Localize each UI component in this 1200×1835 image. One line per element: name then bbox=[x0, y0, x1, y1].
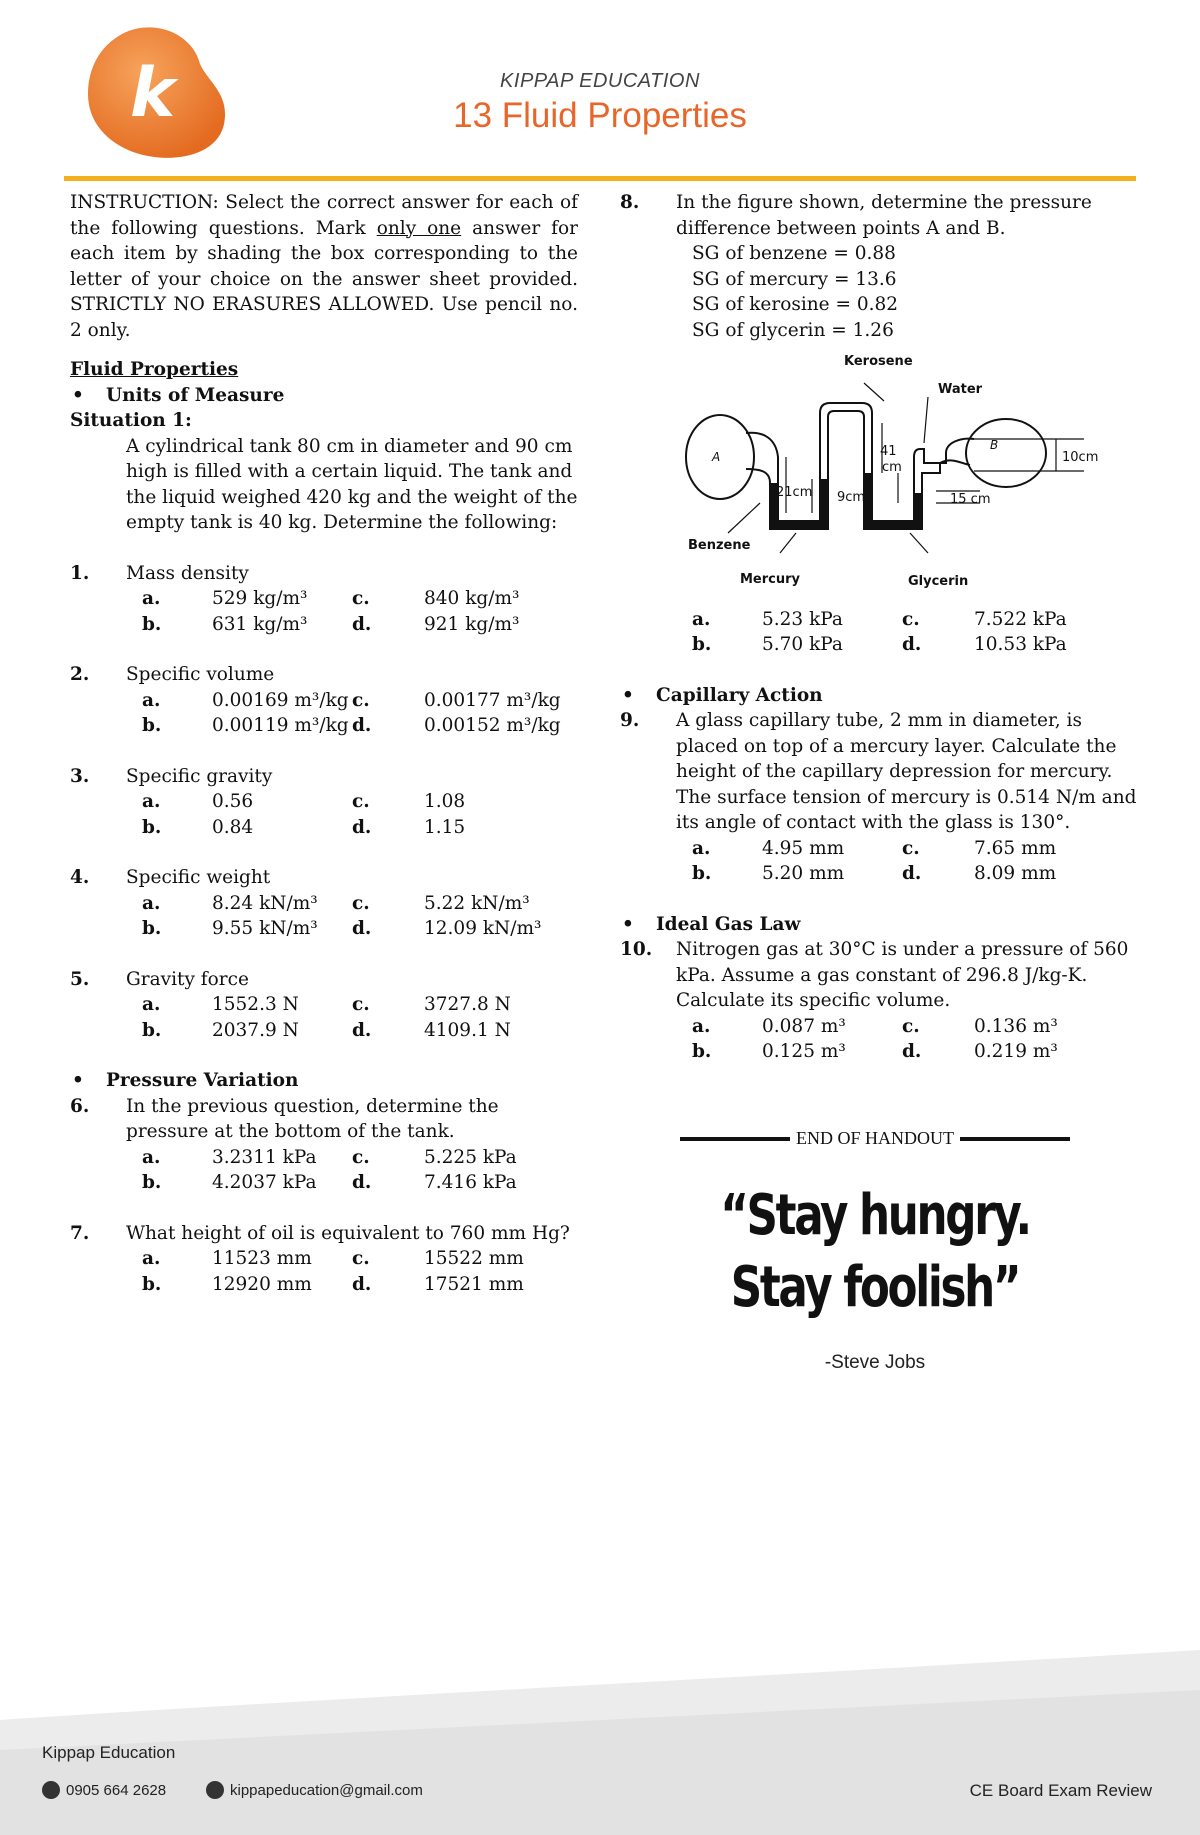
svg-text:A: A bbox=[712, 450, 721, 464]
footer-wave bbox=[0, 1650, 1200, 1835]
question-9: 9. A glass capillary tube, 2 mm in diameter, is placed on top of a mercury layer. Calculate the height of the capillary depression for mercury. The surface tension of mercury is 0.514 N/m and its angle of contact with the glass is 130°. bbox=[620, 710, 1137, 833]
footer-phone: 0905 664 2628 bbox=[42, 1781, 166, 1799]
svg-text:41: 41 bbox=[880, 444, 897, 459]
question-7: 7. What height of oil is equivalent to 760 mm Hg? bbox=[70, 1222, 570, 1244]
specific-gravity-list bbox=[620, 241, 1140, 343]
quote: “Stay hungry. Stay foolish” bbox=[720, 1183, 1030, 1320]
question-1-options: a. 529 kg/m³ c. 840 kg/m³ b. 631 kg/m³ d. 921 kg/m³ bbox=[142, 588, 520, 635]
svg-text:Kerosene: Kerosene bbox=[844, 354, 913, 369]
left-column bbox=[70, 190, 578, 1297]
footer-review: CE Board Exam Review bbox=[969, 1781, 1152, 1800]
question-5: 5. Gravity force bbox=[70, 968, 249, 990]
question-10: 10. Nitrogen gas at 30°C is under a pressure of 560 kPa. Assume a gas constant of 296.8 J/kg-K. Calculate its specific volume. bbox=[620, 939, 1129, 1011]
sg-benzene: SG of benzene = 0.88 bbox=[692, 243, 896, 264]
svg-text:9cm: 9cm bbox=[837, 490, 866, 505]
question-3-options: a. 0.56 c. 1.08 b. 0.84 d. 1.15 bbox=[142, 791, 466, 838]
question-9-options: a. 4.95 mm c. 7.65 mm b. 5.20 mm d. 8.09 mm bbox=[692, 837, 1057, 884]
svg-text:15 cm: 15 cm bbox=[950, 492, 991, 507]
svg-text:Water: Water bbox=[938, 382, 983, 397]
question-7-options: a. 11523 mm c. 15522 mm b. 12920 mm d. 17521 mm bbox=[142, 1248, 524, 1295]
svg-text:Benzene: Benzene bbox=[688, 538, 751, 553]
email-icon bbox=[206, 1781, 224, 1799]
footer-company: Kippap Education bbox=[42, 1743, 176, 1762]
situation-text: A cylindrical tank 80 cm in diameter and 90 cm high is filled with a certain liquid. The tank and the liquid weighed 420 kg and the weight of the empty tank is 40 kg. Determine the following: bbox=[126, 435, 578, 533]
phone-icon bbox=[42, 1781, 60, 1799]
question-2: 2. Specific volume bbox=[70, 664, 275, 685]
svg-text:21cm: 21cm bbox=[776, 485, 813, 500]
document-title: 13 Fluid Properties bbox=[453, 96, 747, 135]
svg-text:Mercury: Mercury bbox=[740, 572, 801, 587]
right-column bbox=[620, 190, 1140, 1065]
question-6: 6. In the previous question, determine the pressure at the bottom of the tank. bbox=[70, 1095, 499, 1142]
topic-units: • Units of Measure bbox=[70, 383, 578, 409]
question-1: 1. Mass density bbox=[70, 562, 249, 584]
svg-text:10cm: 10cm bbox=[1062, 450, 1099, 465]
question-8: 8. In the figure shown, determine the pressure difference between points A and B. bbox=[620, 192, 1092, 239]
sg-kerosine: SG of kerosine = 0.82 bbox=[692, 294, 899, 315]
instruction-text: INSTRUCTION: Select the correct answer for each of the following questions. Mark only one answer for each item by shading the box corresponding to the letter of your choice on the answer sheet provided. STRICTLY NO ERASURES ALLOWED. Use pencil no. 2 only. bbox=[70, 192, 579, 341]
question-10-options: a. 0.087 m³ c. 0.136 m³ b. 0.125 m³ d. 0.219 m³ bbox=[692, 1015, 1058, 1062]
svg-text:k: k bbox=[130, 54, 176, 133]
section-title: Fluid Properties bbox=[70, 359, 239, 380]
question-6-options: a. 3.2311 kPa c. 5.225 kPa b. 4.2037 kPa d. 7.416 kPa bbox=[142, 1146, 517, 1193]
situation-label: Situation 1: bbox=[70, 410, 192, 431]
question-2-options: a. 0.00169 m³/kg c. 0.00177 m³/kg b. 0.00119 m³/kg d. 0.00152 m³/kg bbox=[142, 689, 561, 736]
footer-email: kippapeducation@gmail.com bbox=[206, 1781, 423, 1799]
header-divider bbox=[64, 176, 1136, 181]
question-5-options: a. 1552.3 N c. 3727.8 N b. 2037.9 N d. 4109.1 N bbox=[142, 994, 511, 1041]
brand-name: KIPPAP EDUCATION bbox=[500, 70, 700, 92]
manometer-figure bbox=[684, 353, 1114, 593]
question-8-options: a. 5.23 kPa c. 7.522 kPa b. 5.70 kPa d. 10.53 kPa bbox=[692, 608, 1067, 655]
kippap-logo bbox=[82, 24, 232, 164]
sg-mercury: SG of mercury = 13.6 bbox=[692, 268, 897, 290]
question-4: 4. Specific weight bbox=[70, 867, 271, 888]
svg-text:Glycerin: Glycerin bbox=[908, 574, 969, 589]
topic-capillary: • Capillary Action bbox=[620, 683, 1140, 709]
topic-pressure: • Pressure Variation bbox=[70, 1068, 578, 1094]
topic-gas: • Ideal Gas Law bbox=[620, 912, 1140, 938]
quote-author: -Steve Jobs bbox=[824, 1352, 926, 1373]
question-3: 3. Specific gravity bbox=[70, 765, 273, 787]
svg-text:B: B bbox=[990, 438, 999, 452]
end-of-handout: END OF HANDOUT bbox=[680, 1128, 1070, 1149]
sg-glycerin: SG of glycerin = 1.26 bbox=[692, 319, 894, 341]
question-4-options: a. 8.24 kN/m³ c. 5.22 kN/m³ b. 9.55 kN/m³ d. 12.09 kN/m³ bbox=[142, 892, 542, 939]
svg-text:cm: cm bbox=[882, 460, 902, 475]
